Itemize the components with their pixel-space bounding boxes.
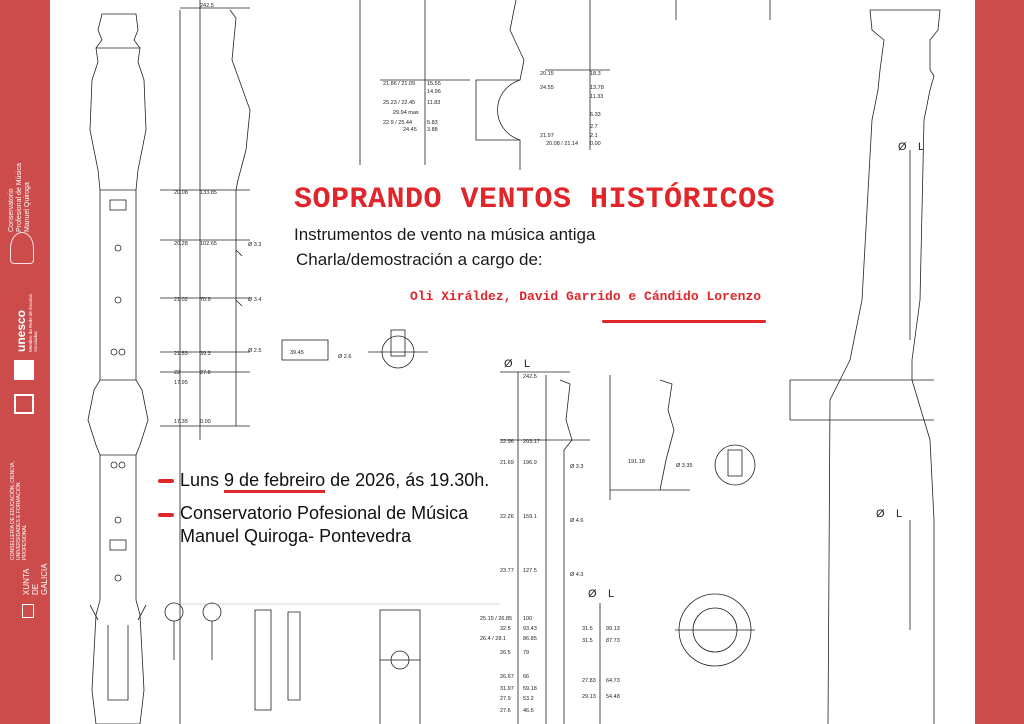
svg-text:242.5: 242.5	[200, 3, 214, 9]
technical-drawing-background	[50, 0, 975, 724]
svg-text:31.97: 31.97	[500, 686, 514, 692]
svg-text:24.55: 24.55	[540, 85, 554, 91]
svg-text:23.77: 23.77	[500, 568, 514, 574]
svg-text:86.85: 86.85	[523, 636, 537, 642]
speakers-line: Oli Xiráldez, David Garrido e Cándido Lorenzo	[410, 289, 762, 304]
svg-text:29.13: 29.13	[582, 694, 596, 700]
date-line	[180, 470, 489, 491]
svg-text:20.15: 20.15	[540, 71, 554, 77]
svg-text:100: 100	[523, 616, 533, 622]
svg-text:20.28: 20.28	[174, 241, 188, 247]
svg-text:20.08: 20.08	[174, 190, 188, 196]
dimension-drawing-1	[160, 0, 428, 724]
recorder-drawing	[88, 14, 148, 724]
dimension-table-top	[360, 0, 770, 170]
svg-text:25.15 / 26.85: 25.15 / 26.85	[480, 616, 513, 622]
svg-text:2.1: 2.1	[590, 133, 598, 139]
venue-line-1: Conservatorio Pofesional de Música	[180, 503, 469, 523]
sidebar-org-text: Conservatorio Profesional de Música Manuel Quiroga	[8, 163, 31, 232]
svg-text:32.5: 32.5	[500, 626, 511, 632]
svg-text:93.43: 93.43	[523, 626, 537, 632]
unesco-emblem-icon	[14, 394, 34, 414]
svg-text:196.9: 196.9	[523, 460, 537, 466]
svg-text:27.83: 27.83	[582, 678, 596, 684]
svg-text:26.5: 26.5	[500, 650, 511, 656]
svg-text:26.67: 26.67	[500, 674, 514, 680]
xunta-shield-icon	[22, 604, 34, 618]
poster-title: SOPRANDO VENTOS HISTÓRICOS	[294, 183, 776, 217]
svg-text:17.35: 17.35	[174, 419, 188, 425]
svg-text:22.26: 22.26	[500, 514, 514, 520]
svg-text:26.4 / 28.1: 26.4 / 28.1	[480, 636, 506, 642]
svg-text:24.45: 24.45	[403, 127, 417, 133]
svg-text:L: L	[918, 141, 925, 153]
svg-text:0.00: 0.00	[590, 141, 601, 147]
svg-text:15.55: 15.55	[427, 81, 441, 87]
venue-line-2: Manuel Quiroga- Pontevedra	[180, 526, 412, 546]
svg-text:27.6: 27.6	[500, 708, 511, 714]
svg-text:54.48: 54.48	[606, 694, 620, 700]
svg-text:L: L	[896, 508, 903, 520]
svg-text:Ø 3.3: Ø 3.3	[570, 464, 584, 470]
svg-text:242.5: 242.5	[523, 374, 537, 380]
svg-text:70.9: 70.9	[200, 297, 211, 303]
svg-text:Ø 3.4: Ø 3.4	[248, 297, 262, 303]
conselleria-text: CONSELLERÍA DE EDUCACIÓN, CIENCIA, UNIVERSIDADES E FORMACIÓN PROFESIONAL	[10, 461, 28, 560]
svg-text:127.5: 127.5	[523, 568, 537, 574]
svg-text:11.83: 11.83	[427, 100, 441, 106]
svg-text:Ø: Ø	[876, 508, 885, 520]
svg-text:0.00: 0.00	[200, 419, 211, 425]
svg-text:L: L	[608, 588, 615, 600]
svg-text:191.18: 191.18	[628, 459, 645, 465]
svg-text:2.7: 2.7	[590, 124, 598, 130]
svg-text:18.3: 18.3	[590, 71, 601, 77]
left-sidebar	[0, 0, 50, 724]
svg-text:99.13: 99.13	[606, 626, 620, 632]
svg-text:13.78: 13.78	[590, 85, 604, 91]
svg-text:21.97: 21.97	[540, 133, 554, 139]
svg-text:102.65: 102.65	[200, 241, 217, 247]
svg-text:6.33: 6.33	[590, 112, 601, 118]
svg-text:3.88: 3.88	[427, 127, 438, 133]
svg-text:21.83: 21.83	[174, 351, 188, 357]
svg-text:22.96: 22.96	[500, 439, 514, 445]
svg-text:31.5: 31.5	[582, 626, 593, 632]
dimension-drawing-2	[480, 358, 755, 724]
svg-text:21.86 / 21.09: 21.86 / 21.09	[383, 81, 416, 87]
svg-text:22: 22	[174, 370, 181, 376]
svg-text:64.73: 64.73	[606, 678, 620, 684]
svg-text:Ø: Ø	[898, 141, 907, 153]
svg-text:27.8: 27.8	[200, 370, 211, 376]
svg-text:Ø: Ø	[588, 588, 597, 600]
svg-text:66: 66	[523, 674, 530, 680]
poster-subtitle: Instrumentos de vento na música antiga	[294, 225, 596, 244]
svg-text:20.08 / 21.14: 20.08 / 21.14	[546, 141, 579, 147]
svg-text:159.1: 159.1	[523, 514, 537, 520]
svg-text:39.45: 39.45	[290, 350, 304, 356]
unesco-sub-label: Membro da Rede de Escolas Asociadas	[28, 293, 38, 352]
svg-text:14.96: 14.96	[427, 89, 441, 95]
svg-text:11.33: 11.33	[590, 94, 604, 100]
svg-text:21.69: 21.69	[500, 460, 514, 466]
date-bullet	[158, 479, 174, 483]
svg-text:L: L	[524, 358, 531, 370]
svg-text:Ø 3.35: Ø 3.35	[676, 463, 693, 469]
xunta-text: XUNTA DE GALICIA	[22, 563, 49, 595]
date-highlight: 9 de febreiro	[224, 470, 325, 493]
svg-text:Ø 2.6: Ø 2.6	[338, 354, 352, 360]
date-suffix: de 2026, ás 19.30h.	[325, 470, 490, 490]
svg-text:Ø 3.3: Ø 3.3	[248, 242, 262, 248]
right-profile-drawing	[790, 10, 940, 724]
svg-text:87.73: 87.73	[606, 638, 620, 644]
svg-text:Ø 4.3: Ø 4.3	[570, 572, 584, 578]
svg-text:Ø 4.6: Ø 4.6	[570, 518, 584, 524]
svg-text:27.9: 27.9	[500, 696, 511, 702]
svg-text:53.2: 53.2	[523, 696, 534, 702]
speakers-underline	[602, 320, 766, 323]
svg-text:Ø: Ø	[504, 358, 513, 370]
unesco-temple-icon	[14, 360, 34, 380]
unesco-label: unesco	[14, 309, 28, 352]
svg-text:59.18: 59.18	[523, 686, 537, 692]
svg-text:39.3: 39.3	[200, 351, 211, 357]
svg-text:5.83: 5.83	[427, 120, 438, 126]
svg-text:29.94 max: 29.94 max	[393, 110, 419, 116]
date-prefix: Luns	[180, 470, 225, 490]
svg-text:46.5: 46.5	[523, 708, 534, 714]
poster	[50, 0, 975, 724]
svg-text:21.02: 21.02	[174, 297, 188, 303]
svg-text:133.85: 133.85	[200, 190, 217, 196]
svg-text:25.23 / 22.45: 25.23 / 22.45	[383, 100, 416, 106]
svg-text:17.95: 17.95	[174, 380, 188, 386]
poster-subtitle-2: Charla/demostración a cargo de:	[296, 250, 543, 269]
svg-text:79: 79	[523, 650, 530, 656]
svg-text:31.5: 31.5	[582, 638, 593, 644]
conservatory-logo-icon	[10, 232, 34, 264]
svg-text:203.17: 203.17	[523, 439, 540, 445]
parts-drawings	[165, 603, 420, 724]
svg-text:Ø 2.5: Ø 2.5	[248, 348, 262, 354]
svg-text:22.9 / 25.44: 22.9 / 25.44	[383, 120, 413, 126]
venue-bullet	[158, 513, 174, 517]
right-sidebar	[975, 0, 1024, 724]
